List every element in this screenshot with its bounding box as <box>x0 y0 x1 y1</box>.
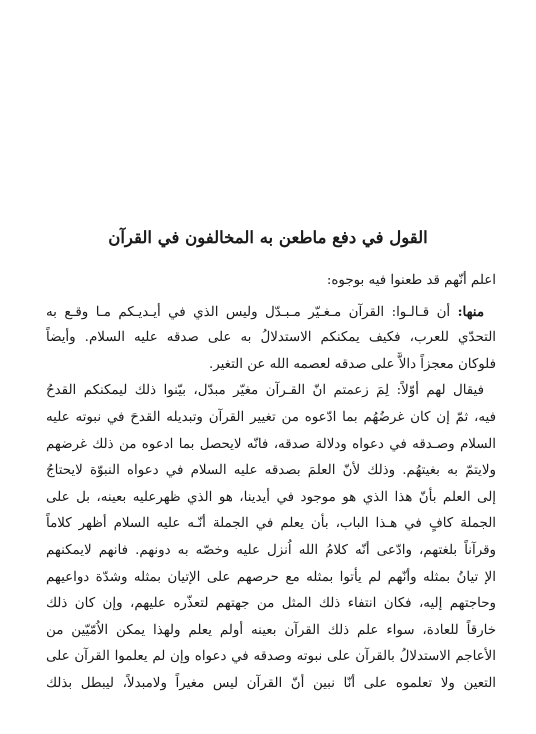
line-text: السلام وصـدقه في دعواه ودلالة صدقه، فانّه لايحصل بما ادعوه من ذلك غرضهم <box>46 436 496 452</box>
text-line <box>46 405 496 432</box>
text-line <box>46 432 496 459</box>
text-line <box>46 644 496 671</box>
line-text: إلى العلم بأنّ هذا الذي هو موجود في أيدينا، هو الذي ظهرعليه بعينه، بل على <box>46 489 496 505</box>
text-line <box>46 352 496 379</box>
line-text: أن قـالـوا: القرآن مـغـيّر مـبـدّل وليس الذي في أيـديـكم مـا وقـع به <box>46 304 458 320</box>
line-text: الإ تيانُ بمثله وأنّهم لم يأتوا بمثله مع حرصهم على الإتيان بمثله وشدّة دواعيهم <box>46 569 496 585</box>
line-text: الجملة كافٍ في هـذا الباب، بأن يعلم في الجملة أنّـه عليه السلام أظهر كلاماً <box>46 516 496 532</box>
text-line <box>46 458 496 485</box>
line-text: وقرآناً بلغتهم، وادّعى أنّه كلامُ الله اُنزل عليه وخصّه به دونهم. فانهم لايمكنهم <box>46 542 496 558</box>
text-line <box>46 671 496 698</box>
text-line <box>46 565 496 592</box>
body-text <box>46 268 496 698</box>
text-line <box>46 591 496 618</box>
line-text: التعين ولا تعلموه على أنّا نبين أنّ القرآن ليس مغيراً ولامبدلاً، ليبطل بذلك <box>46 675 496 691</box>
line-text: اعلم أنّهم قد طعنوا فيه بوجوه: <box>326 273 496 288</box>
line-lead-word: منها: <box>457 303 484 320</box>
line-text: فلوكان معجزاً دالاًّ على صدقه لعصمه الله عن التغير. <box>208 356 496 372</box>
line-text: فيقال لهم أوّلاً: لِمَ زعمتم انّ القـرآن مغيّر مبدّل، بيّنوا ذلك ليمكنكم القدحُ <box>46 383 484 399</box>
line-text: وحاجتهم إليه، فكان انتفاء ذلك المثل من جهتهم لتعذّره عليهم، وإن كان ذلك <box>46 596 496 612</box>
section-title: القول في دفع ماطعن به المخالفون في القرآن <box>108 228 428 247</box>
line-text: خارقاً للعادة، سواء علم ذلك القرآن بعينه أولم يعلم ولهذا يمكن الاُمّيّين من <box>46 622 496 638</box>
text-line <box>46 299 496 326</box>
text-line <box>46 325 496 352</box>
text-line <box>46 618 496 645</box>
text-line <box>46 378 496 405</box>
line-text: التحدّي للعرب، فكيف يمكنكم الاستدلالُ به على صدقه عليه السلام. وأيضاً <box>46 330 496 346</box>
text-line <box>46 268 496 295</box>
line-text: الأعاجم الاستدلالُ بالقرآن على نبوته وصدقه في دعواه وإن لم يعلموا القرآن على <box>46 649 496 665</box>
line-text: ولايتمّ به بغيتهُم. وذلك لأنّ العلمَ بصدقه عليه السلام في دعواه النبوّة لايحتاجُ <box>46 463 496 479</box>
text-line <box>46 485 496 512</box>
text-line <box>46 511 496 538</box>
line-text: فيه، ثمّ إن كان غرضُهُم بما ادّعوه من تغيير القرآن وتبديله القدحَ في نبوته عليه <box>46 409 496 425</box>
text-line <box>46 538 496 565</box>
